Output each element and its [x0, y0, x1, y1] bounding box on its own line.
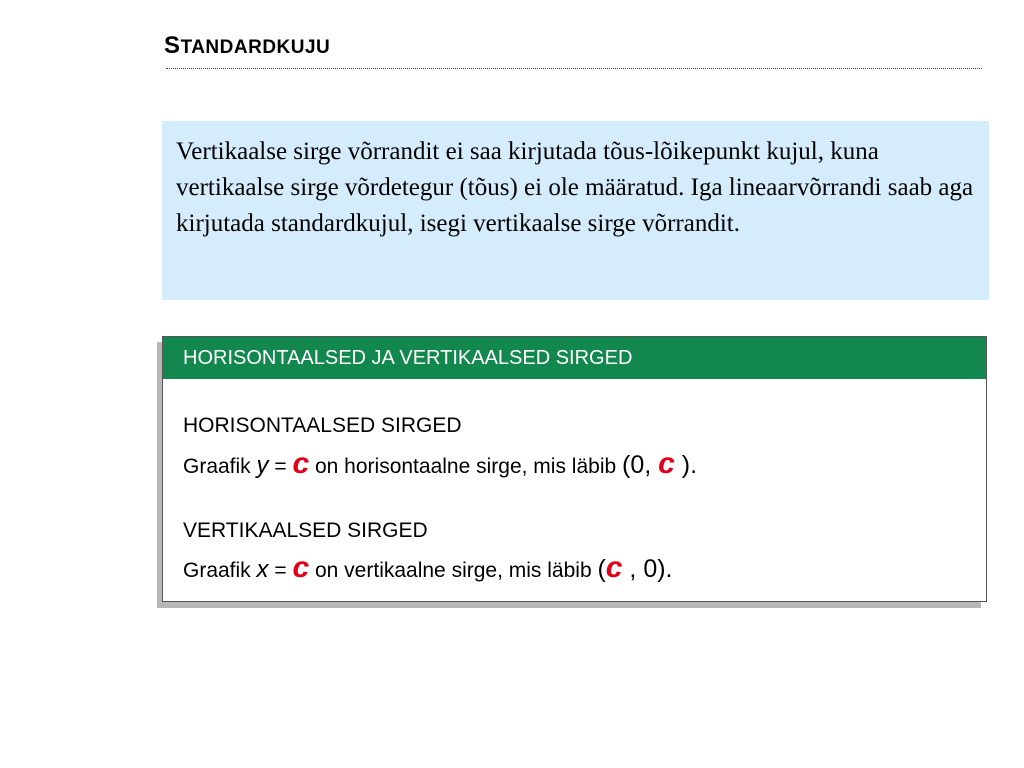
title-divider: [166, 68, 982, 69]
horizontal-point-close: ).: [674, 451, 698, 479]
card-header: HORISONTAALSED JA VERTIKAALSED SIRGED: [163, 337, 986, 379]
vertical-prefix: Graafik: [183, 559, 257, 582]
horizontal-definition: [183, 447, 697, 481]
horizontal-point-open: (0,: [622, 451, 659, 479]
note-box: [162, 121, 989, 300]
horizontal-constant: c: [292, 447, 310, 480]
vertical-middle: on vertikaalne sirge, mis läbib: [309, 559, 598, 582]
vertical-point-close: , 0).: [622, 555, 673, 583]
definition-card: [162, 336, 987, 602]
vertical-definition: [183, 551, 673, 585]
horizontal-heading: HORISONTAALSED SIRGED: [183, 414, 462, 437]
vertical-point-open: (: [597, 555, 606, 583]
horizontal-variable: y: [256, 452, 269, 479]
vertical-heading: VERTIKAALSED SIRGED: [183, 519, 428, 542]
horizontal-middle: on horisontaalne sirge, mis läbib: [309, 455, 622, 478]
vertical-point-constant: c: [605, 551, 623, 584]
vertical-equals: =: [268, 559, 293, 582]
horizontal-prefix: Graafik: [183, 455, 257, 478]
horizontal-equals: =: [268, 455, 293, 478]
vertical-constant: c: [292, 551, 310, 584]
vertical-variable: x: [256, 556, 269, 583]
slide-title-rest: TANDARDKUJU: [180, 37, 331, 58]
slide-title: [164, 32, 330, 60]
horizontal-point-constant: c: [658, 447, 675, 480]
slide-title-initial: S: [164, 32, 181, 59]
note-text: Vertikaalse sirge võrrandit ei saa kirjutada tõus-lõikepunkt kujul, kuna vertikaalse sirge võrdetegur (tõus) ei ole määratud. Iga lineaarvõrrandi saab aga kirjutada standardkujul, isegi vertikaalse sirge võrrandit.: [176, 138, 974, 237]
